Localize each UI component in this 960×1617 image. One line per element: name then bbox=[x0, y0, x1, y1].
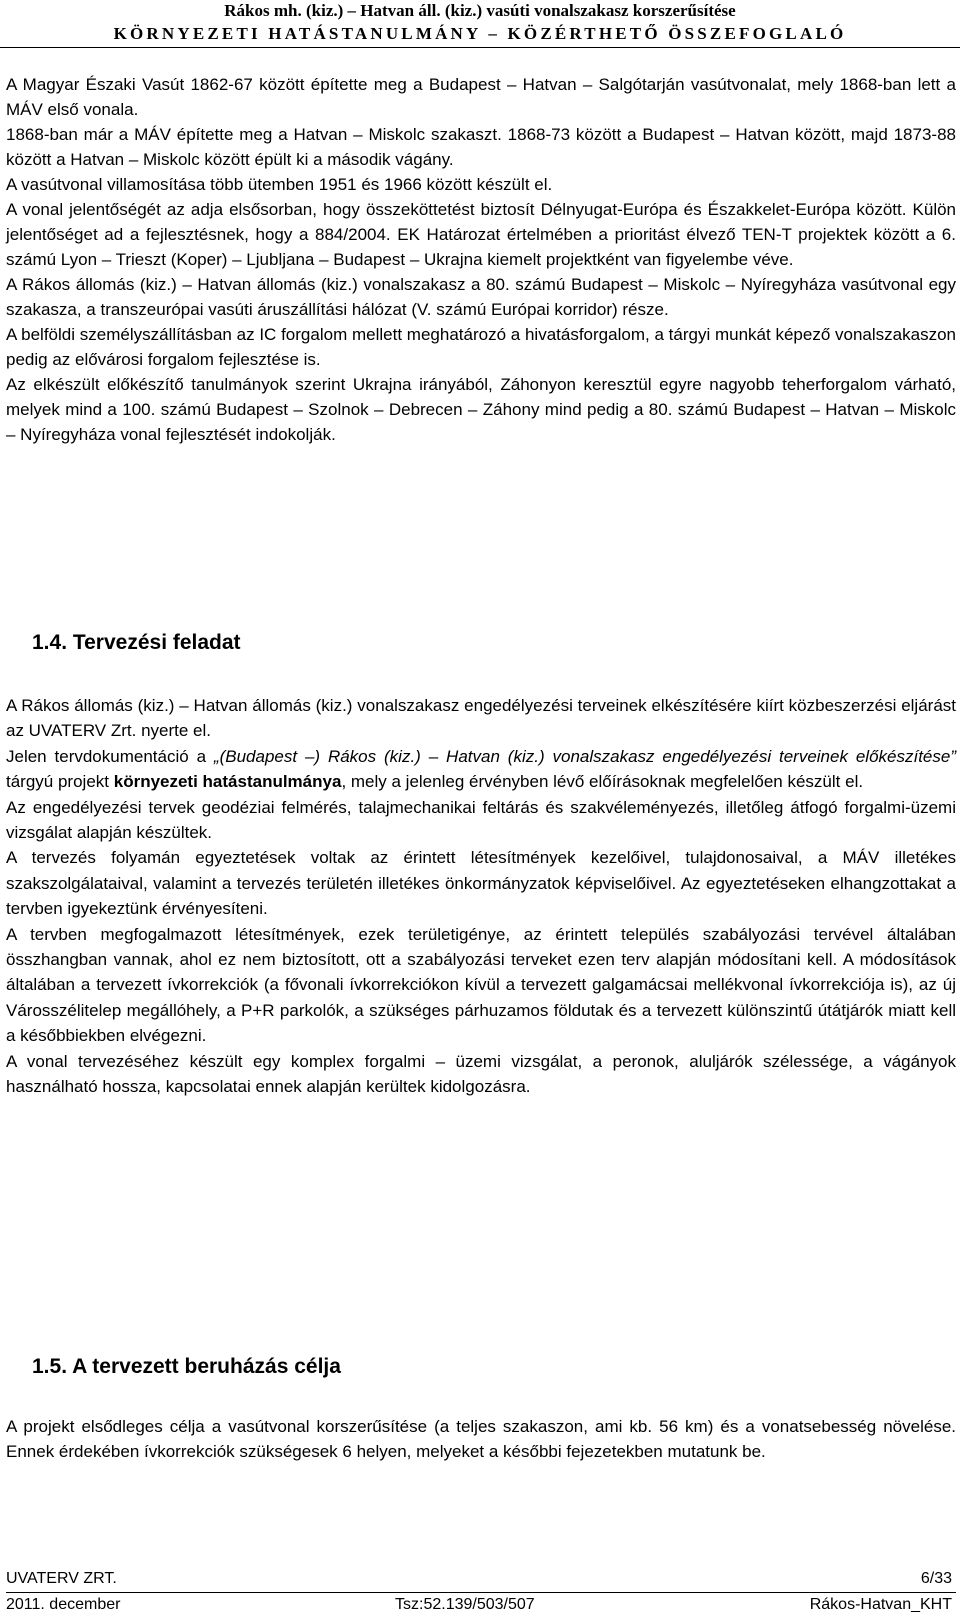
header-title: Rákos mh. (kiz.) – Hatvan áll. (kiz.) vasúti vonalszakasz korszerűsítése bbox=[224, 1, 736, 20]
intro-paragraph-6: A belföldi személyszállításban az IC forgalom mellett meghatározó a hivatásforgalom, a tárgyi munkát képező vonalszakaszon pedig az elővárosi forgalom fejlesztése is. bbox=[6, 325, 956, 369]
page-header bbox=[0, 0, 960, 48]
section-1-4-paragraph-4: A tervezés folyamán egyeztetések voltak az érintett létesítmények kezelőivel, tulajdonosaival, a MÁV illetékes szakszolgálataival, valamint a tervezés területén illetékes önkormányzatok képviselőivel. Az egyeztetéseken elhangzottakat a tervben igyekeztünk érvényesíteni. bbox=[6, 848, 956, 919]
p2-tail: , mely a jelenleg érvényben lévő előírásoknak megfelelően készült el. bbox=[341, 772, 864, 792]
intro-paragraph-4: A vonal jelentőségét az adja elsősorban, hogy összeköttetést biztosít Délnyugat-Európa és Északkelet-Európa között. Külön jelentőséget ad a fejlesztésnek, hogy a 884/2004. EK Határozat értelmében a prioritást élvező TEN-T projektek között a 6. számú Lyon – Trieszt (Koper) – Ljubljana – Budapest – Ukrajna kiemelt projektként van figyelembe véve. bbox=[6, 200, 956, 269]
footer-date: 2011. december bbox=[6, 1596, 121, 1613]
section-1-4-body bbox=[6, 693, 956, 1100]
p2-lead: Jelen tervdokumentáció a bbox=[6, 746, 214, 766]
intro-paragraph-1: A Magyar Északi Vasút 1862-67 között építette meg a Budapest – Hatvan – Salgótarján vasútvonalat, mely 1868-ban lett a MÁV első vonala. bbox=[6, 75, 956, 119]
footer-filename: Rákos-Hatvan_KHT bbox=[809, 1596, 952, 1613]
section-1-4-paragraph-6: A vonal tervezéséhez készült egy komplex forgalmi – üzemi vizsgálat, a peronok, aluljárók szélessége, a vágányok használható hossza, kapcsolatai ennek alapján kerültek kidolgozásra. bbox=[6, 1051, 956, 1097]
header-divider bbox=[0, 47, 960, 48]
footer-page-number: 6/33 bbox=[920, 1570, 952, 1587]
intro-paragraph-2: 1868-ban már a MÁV építette meg a Hatvan – Miskolc szakaszt. 1868-73 között a Budapest – Hatvan között, majd 1873-88 között a Hatvan – Miskolc között épült ki a második vágány. bbox=[6, 125, 956, 169]
footer-reference: Tsz:52.139/503/507 bbox=[395, 1596, 535, 1613]
header-subtitle: KÖRNYEZETI HATÁSTANULMÁNY – KÖZÉRTHETŐ ÖSSZEFOGLALÓ bbox=[113, 24, 847, 43]
section-1-4-paragraph-1: A Rákos állomás (kiz.) – Hatvan állomás (kiz.) vonalszakasz engedélyezési terveinek elkészítésére kiírt közbeszerzési eljárást az UVATERV Zrt. nyerte el. bbox=[6, 696, 956, 741]
p2-mid: tárgyú projekt bbox=[6, 772, 114, 792]
footer-divider bbox=[6, 1592, 956, 1593]
page-footer bbox=[0, 1568, 960, 1617]
section-1-4-paragraph-2 bbox=[6, 744, 956, 795]
section-1-5-paragraph-1: A projekt elsődleges célja a vasútvonal korszerűsítése (a teljes szakaszon, ami kb. 56 km) és a vonatsebesség növelése. Ennek érdekében ívkorrekciók szükségesek 6 helyen, melyeket a későbbi fejezetekben mutatunk be. bbox=[6, 1417, 956, 1462]
section-1-4-paragraph-5: A tervben megfogalmazott létesítmények, ezek területigénye, az érintett település szabályozási tervével általában összhangban vannak, ahol ez nem biztosított, ott a szabályozási terveket ezen terv alapján módosítani kell. A módosítások általában a tervezett ívkorrekciók (a fővonali ívkorrekciókon kívül a tervezett galgamácsai mellékvonal ívkorrekciója is), az új Városszélitelep megállóhely, a P+R parkolók, a szükséges párhuzamos földutak és a tervezett különszintű útátjárók miatt kell a későbbiekben elvégezni. bbox=[6, 924, 956, 1046]
section-heading-1-5: 1.5. A tervezett beruházás célja bbox=[32, 1355, 341, 1378]
intro-paragraph-3: A vasútvonal villamosítása több ütemben 1951 és 1966 között készült el. bbox=[6, 175, 553, 194]
footer-company: UVATERV ZRT. bbox=[6, 1570, 117, 1587]
intro-paragraph-7: Az elkészült előkészítő tanulmányok szerint Ukrajna irányából, Záhonyon keresztül egyre nagyobb teherforgalom várható, melyek mind a 100. számú Budapest – Szolnok – Debrecen – Záhony mind pedig a 80. számú Budapest – Hatvan – Miskolc – Nyíregyháza vonal fejlesztését indokolják. bbox=[6, 375, 956, 444]
impact-study-bold: környezeti hatástanulmánya bbox=[113, 772, 342, 792]
intro-section bbox=[6, 72, 956, 447]
project-title-italic: „(Budapest –) Rákos (kiz.) – Hatvan (kiz.) vonalszakasz engedélyezési terveinek előkészítése” bbox=[213, 746, 957, 766]
section-heading-1-4: 1.4. Tervezési feladat bbox=[32, 631, 241, 654]
intro-paragraph-5: A Rákos állomás (kiz.) – Hatvan állomás (kiz.) vonalszakasz a 80. számú Budapest – Miskolc – Nyíregyháza vasútvonal egy szakasza, a transzeurópai vasúti áruszállítási hálózat (V. számú Európai korridor) része. bbox=[6, 275, 956, 319]
section-1-4-paragraph-3: Az engedélyezési tervek geodéziai felmérés, talajmechanikai feltárás és szakvéleményezés, illetőleg átfogó forgalmi-üzemi vizsgálat alapján készültek. bbox=[6, 797, 956, 843]
section-1-5-body bbox=[6, 1414, 956, 1465]
